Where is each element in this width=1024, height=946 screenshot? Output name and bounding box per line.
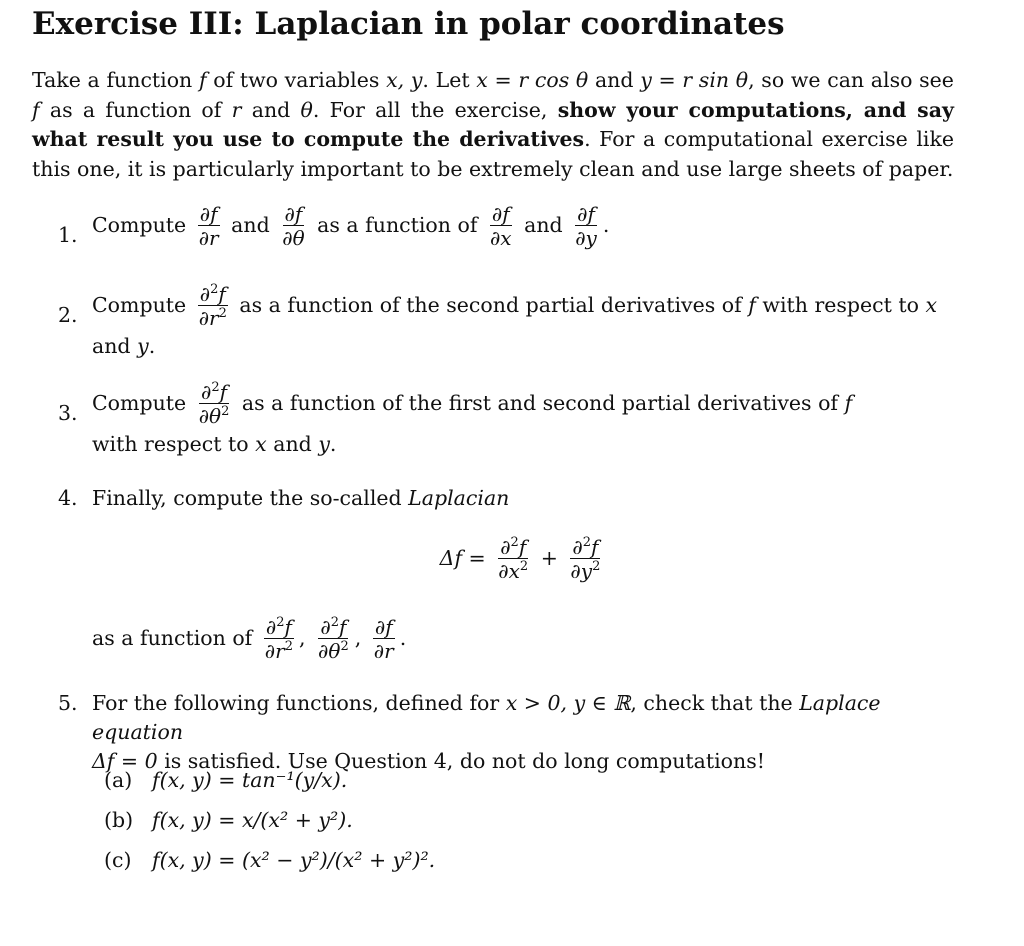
frac-df-dx: $\frac{\partial f}{\partial x}$ [489, 202, 512, 250]
intro-paragraph: Take a function f of two variables x, y. Let x = r cos θ and y = r sin θ, so we can also see f as a function of r and θ. For all the exercise, show your computations, and say what result you use to compute the derivatives. For a computational exercise like this one, it is particularly important to be extremely clean and use large sheets of paper. [32, 68, 954, 181]
sub-a: (a) f(x, y) = tan⁻¹(y/x). [104, 768, 348, 792]
laplacian-formula: Δf = $\frac{\partial^2f}{\partial x^2}$ + $\frac{\partial^2f}{\partial y^2}$ [439, 535, 601, 583]
frac-d2f-dtheta2: $\frac{\partial^2f}{\partial\theta^2}$ [198, 380, 230, 428]
frac-df-dr: $\frac{\partial f}{\partial r}$ [198, 202, 219, 250]
frac-df-dy: $\frac{\partial f}{\partial y}$ [575, 202, 597, 250]
page-title: Exercise III: Laplacian in polar coordinates [32, 6, 785, 42]
sub-b: (b) f(x, y) = x/(x² + y²). [104, 808, 353, 832]
frac-df-dtheta: $\frac{\partial f}{\partial\theta}$ [282, 202, 305, 250]
bold-instruction: show your computations, and say what result you use to compute the derivatives [32, 97, 954, 151]
frac-d2f-dr2: $\frac{\partial^2f}{\partial r^2}$ [198, 282, 227, 330]
sub-c: (c) f(x, y) = (x² − y²)/(x² + y²)². [104, 848, 436, 872]
